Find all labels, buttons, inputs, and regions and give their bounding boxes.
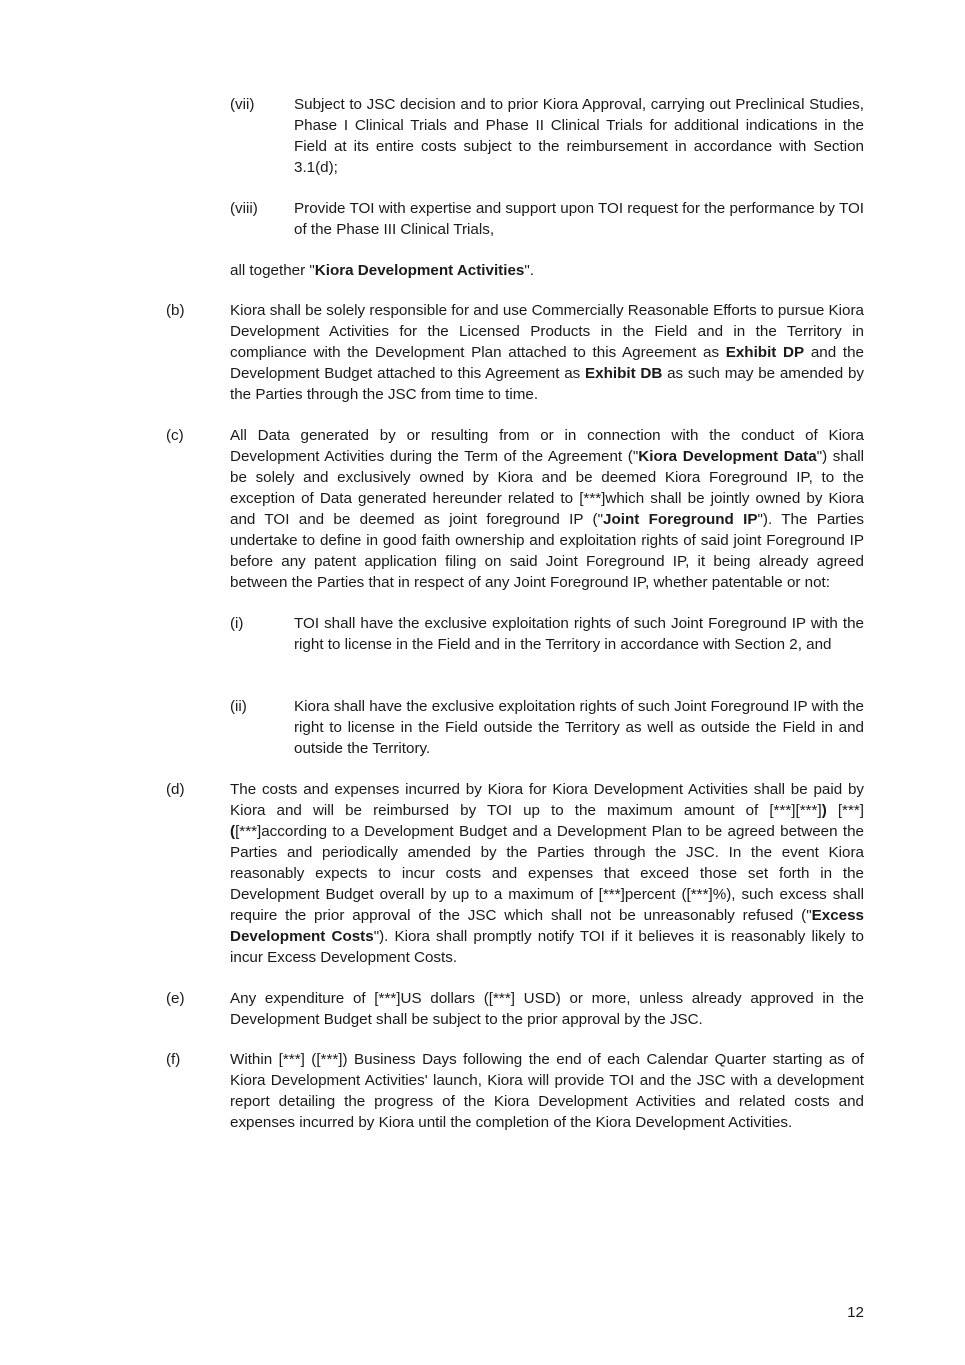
defined-term: Kiora Development Data <box>638 448 817 465</box>
clause-label: (i) <box>230 615 244 632</box>
clause-label: (b) <box>166 302 185 319</box>
text-run: all together " <box>230 262 315 279</box>
clause-text: Within [***] ([***]) Business Days following the end of each Calendar Quarter starting as of Kiora Development Activities' launch, Kiora will provide TOI and the JSC with a development report detailing the progress of the Kiora Development Activities and related costs and expenses incurred by Kiora until the completion of the Kiora Development Activities. <box>230 1051 864 1131</box>
clause-text <box>230 425 864 593</box>
clause-text: TOI shall have the exclusive exploitation rights of such Joint Foreground IP with the right to license in the Field and in the Territory in accordance with Section 2, and <box>294 615 864 653</box>
defined-term: Exhibit DP <box>725 344 805 361</box>
text-run: and the Development Budget attached to this Agreement as <box>230 344 864 382</box>
page-number: 12 <box>847 1304 864 1321</box>
clause-label: (c) <box>166 427 184 444</box>
clause-label: (vii) <box>230 96 255 113</box>
clause-label: (e) <box>166 990 185 1007</box>
text-run: as such may be amended by the Parties through the JSC from time to time. <box>230 365 864 403</box>
defined-term: Joint Foreground IP <box>603 511 758 528</box>
clause-text: Provide TOI with expertise and support upon TOI request for the performance by TOI of the Phase III Clinical Trials, <box>294 200 864 238</box>
text-run: All Data generated by or resulting from or in connection with the conduct of Kiora Development Activities during the Term of the Agreement (" <box>230 427 864 465</box>
clause-label: (d) <box>166 781 185 798</box>
clause-text <box>230 300 864 405</box>
text-run: [***]according to a Development Budget and a Development Plan to be agreed between the Parties and periodically amended by the Parties through the JSC. In the event Kiora reasonably expects to incur costs and expenses that exceed those set forth in the Development Budget overall by up to a maximum of [***]percent ([***]%), such excess shall require the prior approval of the JSC which shall not be unreasonably refused (" <box>230 823 864 924</box>
clause-text: Subject to JSC decision and to prior Kiora Approval, carrying out Preclinical Studies, Phase I Clinical Trials and Phase II Clinical Trials for additional indications in the Field at its entire costs subject to the reimbursement in accordance with Section 3.1(d); <box>294 96 864 176</box>
text-run: The costs and expenses incurred by Kiora for Kiora Development Activities shall be paid by Kiora and will be reimbursed by TOI up to the maximum amount of [***][***] <box>230 781 864 819</box>
clause-label: (viii) <box>230 200 258 217</box>
clause-text: Kiora shall have the exclusive exploitation rights of such Joint Foreground IP with the right to license in the Field outside the Territory as well as outside the Field in and outside the Territory. <box>294 698 864 757</box>
text-run: ". <box>524 262 534 279</box>
text-run: Kiora shall be solely responsible for and use Commercially Reasonable Efforts to pursue Kiora Development Activities for the Licensed Products in the Field and in the Territory in compliance with the Development Plan attached to this Agreement as <box>230 302 864 361</box>
clause-label: (f) <box>166 1051 181 1068</box>
defined-term: Excess Development Costs <box>230 907 864 945</box>
text-run: [***] <box>826 802 864 819</box>
defined-term: Kiora Development Activities <box>314 262 525 279</box>
text-run: "). Kiora shall promptly notify TOI if it believes it is reasonably likely to incur Excess Development Costs. <box>230 928 864 966</box>
text-run: "). The Parties undertake to define in good faith ownership and exploitation rights of said joint Foreground IP before any patent application filing on said Joint Foreground IP, it being already agreed between the Parties that in respect of any Joint Foreground IP, whether patentable or not: <box>230 511 864 591</box>
clause-label: (ii) <box>230 698 247 715</box>
clause-text: Any expenditure of [***]US dollars ([***] USD) or more, unless already approved in the Development Budget shall be subject to the prior approval by the JSC. <box>230 990 864 1028</box>
clause-text <box>230 779 864 968</box>
bold-run: ( <box>230 823 236 840</box>
defined-term-paragraph <box>230 260 864 281</box>
defined-term: Exhibit DB <box>585 365 663 382</box>
bold-run: ) <box>821 802 827 819</box>
text-run: ") shall be solely and exclusively owned by Kiora and be deemed Kiora Foreground IP, to the exception of Data generated hereunder related to [***]which shall be jointly owned by Kiora and TOI and be deemed as joint foreground IP (" <box>230 448 865 528</box>
